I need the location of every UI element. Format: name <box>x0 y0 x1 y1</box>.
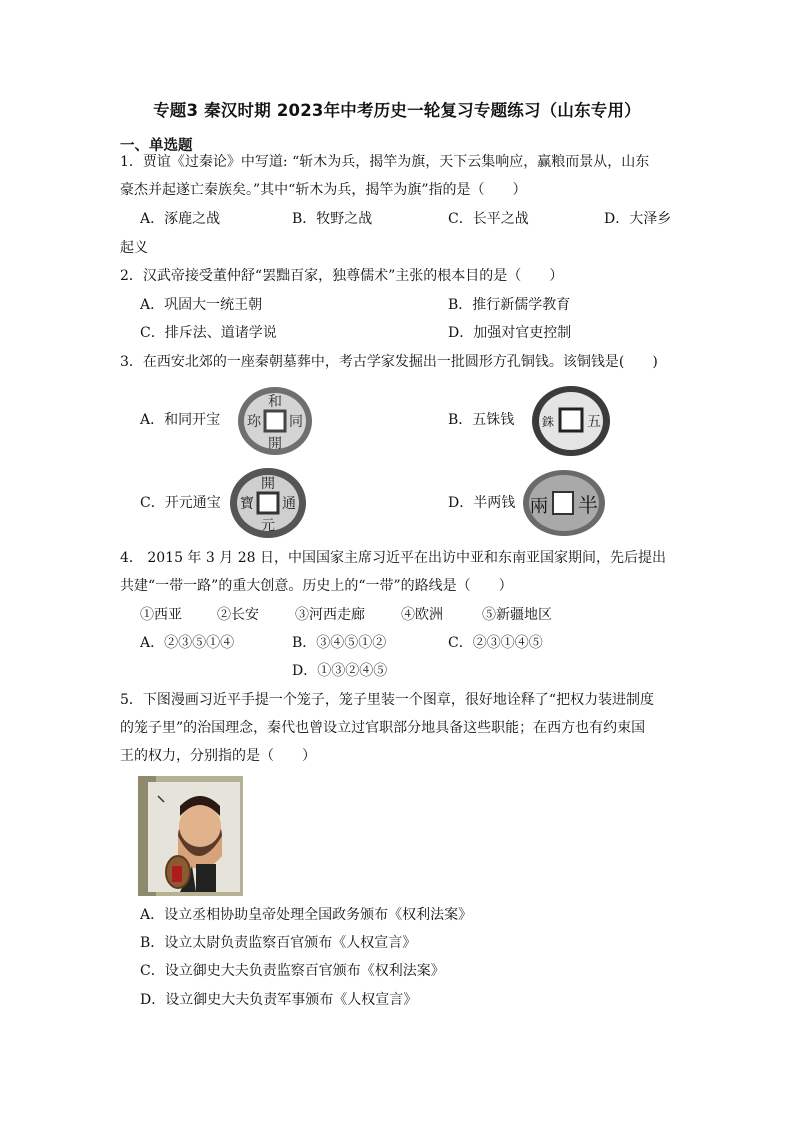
q2-option-c[interactable]: C．排斥法、道诸学说 <box>140 325 277 341</box>
q2-stem: 2．汉武帝接受董仲舒“罢黜百家，独尊儒术”主张的根本目的是（ ） <box>120 268 564 284</box>
q3-option-d[interactable]: D．半两钱 <box>448 495 516 511</box>
q5-stem-line1: 5．下图漫画习近平手提一个笼子，笼子里装一个图章，很好地诠释了“把权力装进制度 <box>120 692 655 708</box>
q4-item-2: ②长安 <box>217 607 259 623</box>
coin-a-char-left: 珎 <box>247 414 261 430</box>
q1-option-b[interactable]: B．牧野之战 <box>292 211 373 227</box>
q5-option-b[interactable]: B．设立太尉负责监察百官颁布《人权宣言》 <box>140 935 417 951</box>
q1-stem-line1: 1．贾谊《过秦论》中写道: “斩木为兵，揭竿为旗，天下云集响应，赢粮而景从，山东 <box>120 154 650 170</box>
q5-option-c[interactable]: C．设立御史大夫负责监察百官颁布《权利法案》 <box>140 963 445 979</box>
coin-wuzhu-image <box>528 384 614 458</box>
coin-c-char-top: 開 <box>261 476 275 492</box>
coin-c-char-left: 寶 <box>240 496 254 512</box>
section-heading: 一、单选题 <box>120 138 193 154</box>
q4-option-c[interactable]: C．②③①④⑤ <box>448 635 543 651</box>
coin-b-char-right: 五 <box>587 414 601 430</box>
q5-option-a[interactable]: A．设立丞相协助皇帝处理全国政务颁布《权利法案》 <box>140 907 473 923</box>
q5-stem-line3: 王的权力，分别指的是（ ） <box>120 748 316 764</box>
q2-option-b[interactable]: B．推行新儒学教育 <box>448 297 571 313</box>
q1-option-c[interactable]: C．长平之战 <box>448 211 529 227</box>
coin-a-char-right: 同 <box>289 414 303 430</box>
coin-a-char-bottom: 開 <box>268 436 282 452</box>
q5-option-d[interactable]: D．设立御史大夫负责军事颁布《人权宣言》 <box>140 992 418 1008</box>
q1-option-d[interactable]: D．大泽乡 <box>604 211 672 227</box>
coin-banliang-image <box>521 468 607 538</box>
coin-d-char-left: 兩 <box>530 496 548 517</box>
q4-item-4: ④欧洲 <box>401 607 443 623</box>
coin-a-char-top: 和 <box>268 394 282 410</box>
q4-option-a[interactable]: A．②③⑤①④ <box>140 635 235 651</box>
cartoon-image <box>138 776 243 896</box>
coin-c-char-right: 通 <box>282 496 296 512</box>
q2-option-d[interactable]: D．加强对官吏控制 <box>448 325 572 341</box>
q4-item-5: ⑤新疆地区 <box>482 607 552 623</box>
q4-stem-line1: 4． 2015 年 3 月 28 日，中国国家主席习近平在出访中亚和东南亚国家期间，先后提出 <box>120 550 666 566</box>
q5-stem-line2: 的笼子里”的治国理念，秦代也曾设立过官职部分地具备这些职能；在西方也有约束国 <box>120 720 646 736</box>
q1-option-a[interactable]: A．涿鹿之战 <box>140 211 221 227</box>
q3-option-c[interactable]: C．开元通宝 <box>140 495 221 511</box>
q3-option-b[interactable]: B．五铢钱 <box>448 412 515 428</box>
coin-d-char-right: 半 <box>578 493 598 517</box>
q1-option-d-continued: 起义 <box>120 240 148 256</box>
q3-option-a[interactable]: A．和同开宝 <box>140 412 221 428</box>
q2-option-a[interactable]: A．巩固大一统王朝 <box>140 297 263 313</box>
q4-item-3: ③河西走廊 <box>295 607 365 623</box>
q3-stem: 3．在西安北郊的一座秦朝墓葬中，考古学家发掘出一批圆形方孔铜钱。该铜钱是( ) <box>120 354 658 370</box>
coin-b-char-left: 銖 <box>541 415 555 429</box>
q4-item-1: ①西亚 <box>140 607 182 623</box>
coin-kaiyuantongbao-image <box>227 466 309 540</box>
q4-option-b[interactable]: B．③④⑤①② <box>292 635 387 651</box>
coin-c-char-bottom: 元 <box>261 518 275 534</box>
q1-stem-line2: 豪杰并起遂亡秦族矣。”其中“斩木为兵，揭竿为旗”指的是（ ） <box>120 182 527 198</box>
page-title: 专题3 秦汉时期 2023年中考历史一轮复习专题练习（山东专用） <box>153 101 641 120</box>
q4-stem-line2: 共建“一带一路”的重大创意。历史上的“一带”的路线是（ ） <box>120 578 513 594</box>
q4-option-d[interactable]: D．①③②④⑤ <box>292 663 388 679</box>
coin-hetongkaibao-image <box>233 384 317 458</box>
